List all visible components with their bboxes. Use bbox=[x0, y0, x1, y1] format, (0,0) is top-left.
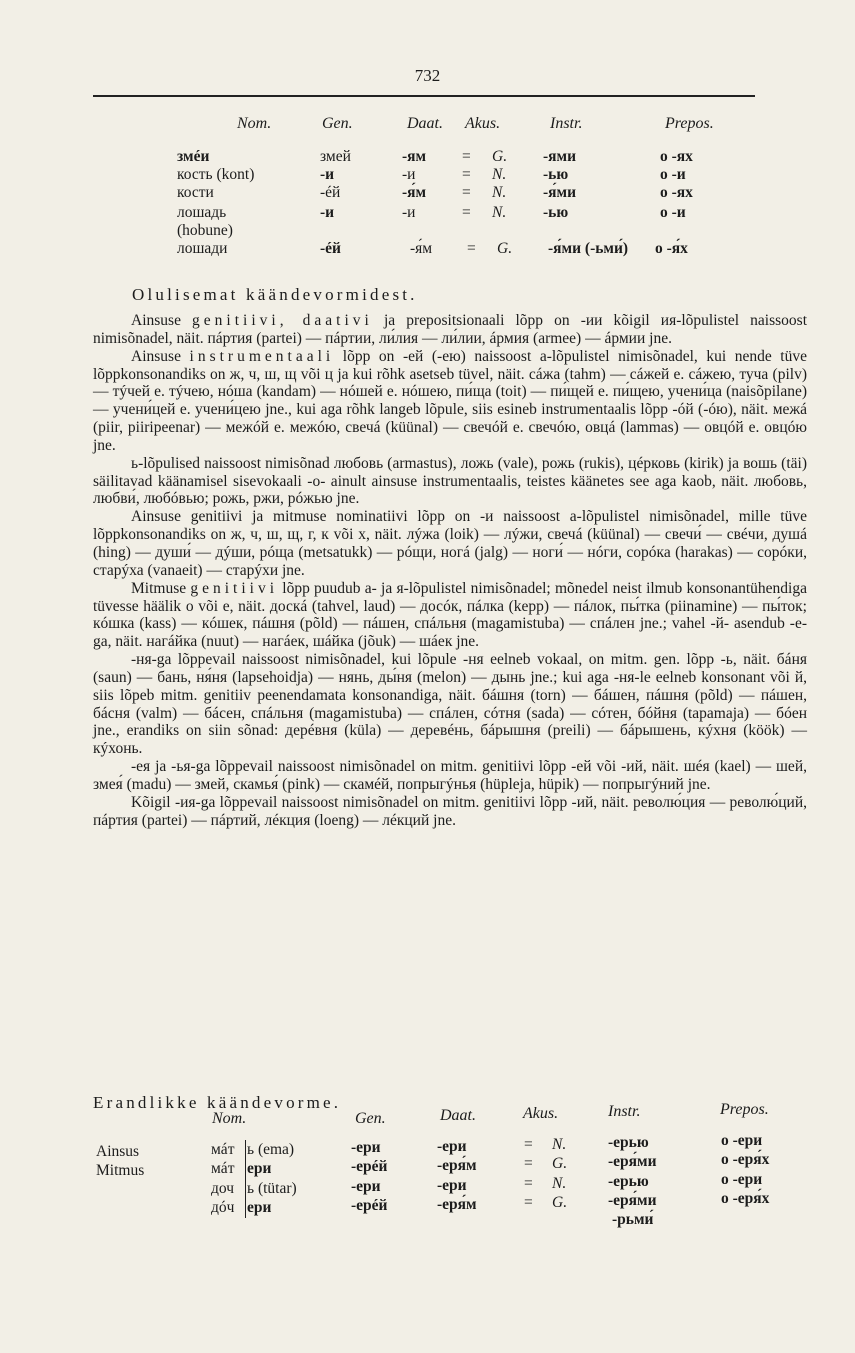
table-cell: N. bbox=[492, 184, 507, 201]
header-daat: Daat. bbox=[407, 115, 443, 132]
table-cell: = bbox=[462, 184, 471, 201]
paragraph: Ainsuse instrumentaali lõpp on -ей (-ею) naissoost a-lõpulistel nimisõnadel, kui nende tüve lõppkonsonandiks on ж, ч, ш, щ või ц ja kui rõhk asetseb tüvel, näit. сáжа (tahm) — сáжей e. сáжею, туча (pilv) — тýчей e. тýчею, нóша (kandam) — нóшей e. нóшею, пи́ща (toit) — пи́щей e. пи́щею, учени́ца (naisõpilane) — учени́цей e. учени́цею jne., kui aga rõhk langeb lõpule, siis esineb instrumentaalis lõpp -óй (-óю), näit. межá (piir, piiripeenar) — межóй e. межóю, свечá (küünal) — свечóй e. свечóю, овцá (lammas) — овцóй e. овцóю jne. bbox=[93, 347, 807, 454]
header-akus: Akus. bbox=[523, 1105, 559, 1122]
table-cell: ери bbox=[247, 1160, 272, 1177]
row-label-mitmus: Mitmus bbox=[96, 1162, 145, 1179]
table-cell: -ери bbox=[351, 1178, 381, 1195]
table-cell: ери bbox=[247, 1199, 272, 1216]
table-cell: -я́ми bbox=[543, 184, 577, 201]
table-cell: -ери bbox=[351, 1139, 381, 1156]
table-cell: -éй bbox=[320, 240, 341, 257]
table-cell: -еря́м bbox=[437, 1196, 477, 1213]
table-cell: -ерéй bbox=[351, 1197, 388, 1214]
table-cell: = bbox=[524, 1136, 533, 1153]
exceptions-heading: Erandlikke käändevorme. bbox=[93, 1093, 342, 1112]
term: genitiivi, daativi bbox=[192, 312, 373, 329]
section-heading: Olulisemat käändevormidest. bbox=[132, 285, 418, 304]
table-cell: доч bbox=[211, 1180, 235, 1197]
table-cell: -ям bbox=[402, 148, 427, 165]
table-cell: -éй bbox=[320, 184, 341, 201]
paragraph: -ня-ga lõppevail naissoost nimisõnadel, kui lõpule -ня eelneb vokaal, on mitm. gen. lõpp -ь, näit. бáня (saun) — бань, ня́ня (lapsehoidja) — нянь, ды́ня (melon) — дынь jne.; kui aga -ня-le eelneb konsonant või й, siis lõpeb mitm. genitiiv peenendamata konsonandiga, näit. бáшня (torn) — бáшен, пáшня (põld) — пáшен, бáсня (valm) — бáсен, спáльня (magamistuba) — спáлен, сóтня (sada) — сóтен, бóйня (tapamaja) — бóен jne., erandiks on siin sõnad: дерéвня (küla) — деревéнь, бáрышня (preili) — бáрышень, кýхня (köök) — кýхонь. bbox=[93, 651, 807, 758]
stem-divider bbox=[245, 1140, 246, 1218]
paragraph: Kõigil -ия-ga lõppevail naissoost nimisõnadel on mitm. genitiivi lõpp -ий, näit. револю́ция — револю́ций, пáртия (partei) — пáртий, лéкция (loeng) — лéкций jne. bbox=[93, 793, 807, 829]
table-cell: -еря́ми bbox=[608, 1192, 657, 1209]
page-number: 732 bbox=[414, 66, 441, 85]
table-cell: -ерью bbox=[608, 1134, 649, 1151]
table-cell: -ерью bbox=[608, 1173, 649, 1190]
table-cell: -я́м bbox=[410, 240, 433, 257]
table-cell: о -ях bbox=[660, 148, 693, 165]
table-cell: G. bbox=[552, 1155, 568, 1172]
table-cell: = bbox=[524, 1155, 533, 1172]
table-cell: ь (tütar) bbox=[247, 1180, 297, 1197]
table-cell: = bbox=[462, 166, 471, 183]
paragraph: Mitmuse genitiivi lõpp puudub a- ja я-lõpulistel nimisõnadel; mõnedel neist ilmub konsonantühendiga tüvesse häälik o või e, näit. доскá (tahvel, laud) — досóк, пáлка (kepp) — пáлок, пы́тка (piinamine) — пы́ток; кóшка (kass) — кóшек, пáшня (põld) — пáшен, спáльня (magamistuba) — спáлен jne.; vahel -й- asendub -e-ga, näit. нагáйка (nuut) — нагáек, шáйка (jõuk) — шáек jne. bbox=[93, 579, 807, 651]
header-gen: Gen. bbox=[355, 1110, 386, 1127]
table-cell: -и bbox=[402, 204, 416, 221]
term: genitiivi bbox=[190, 579, 279, 597]
paragraph: -ея ja -ья-ga lõppevail naissoost nimisõnadel on mitm. genitiivi lõpp -ей või -ий, näit. шéя (kael) — шей, змея́ (madu) — змей, скамья́ (pink) — скамéй, попрыгýнья (hüpleja, hüpik) — попрыгýний jne. bbox=[93, 758, 807, 793]
header-prepos: Prepos. bbox=[720, 1101, 769, 1118]
table-cell: -и bbox=[320, 204, 335, 221]
table-cell: = bbox=[524, 1175, 533, 1192]
table-cell: = bbox=[524, 1194, 533, 1211]
header-daat: Daat. bbox=[440, 1107, 476, 1124]
table-cell: -ери bbox=[437, 1138, 467, 1155]
table-cell: -ери bbox=[437, 1177, 467, 1194]
header-instr: Instr. bbox=[608, 1103, 641, 1120]
table-cell: G. bbox=[492, 148, 508, 165]
header-prepos: Prepos. bbox=[665, 115, 714, 132]
paragraph: ь-lõpulised naissoost nimisõnad любовь (armastus), ложь (vale), рожь (rukis), цéрковь (kirik) ja вошь (täi) säilitavad käänamisel sisevokaali -o- ainult ainsuse instrumentaalis, teistes käänetes see aga kaob, näit. любовь, любви́, любóвью; рожь, ржи, рóжью jne. bbox=[93, 454, 807, 508]
table-cell: G. bbox=[497, 240, 513, 257]
table-cell: -рьми́ bbox=[612, 1211, 654, 1228]
table-cell: -еря́м bbox=[437, 1157, 477, 1174]
table-cell: = bbox=[462, 148, 471, 165]
table-cell: -ями bbox=[543, 148, 577, 165]
table-cell: о -ях bbox=[660, 184, 693, 201]
table-cell: о -я́х bbox=[655, 240, 688, 257]
table-cell: кости bbox=[177, 184, 214, 201]
table-cell: о -и bbox=[660, 166, 686, 183]
paragraph: Ainsuse genitiivi, daativi ja prepositsionaali lõpp on -ии kõigil ия-lõpulistel naissoost nimisõnadel, näit. пáртия (partei) — пáртии, ли́лия — ли́лии, áрмия (armee) — áрмии jne. bbox=[93, 312, 807, 347]
table-cell: о -ери bbox=[721, 1171, 763, 1188]
header-rule bbox=[93, 95, 755, 97]
table-cell: -я́ми (-ьми́) bbox=[548, 240, 629, 257]
table-cell: кость (kont) bbox=[177, 166, 255, 183]
table-cell: лошади bbox=[177, 240, 228, 257]
table-cell: о -и bbox=[660, 204, 686, 221]
table-cell: = bbox=[462, 204, 471, 221]
table-cell: о -еря́х bbox=[721, 1190, 770, 1207]
header-instr: Instr. bbox=[550, 115, 583, 132]
table-cell: дóч bbox=[211, 1199, 235, 1216]
table-cell: N. bbox=[552, 1136, 567, 1153]
table-cell: змéи bbox=[177, 148, 210, 165]
table-cell: лошадь bbox=[177, 204, 227, 221]
header-nom: Nom. bbox=[212, 1110, 247, 1127]
table-cell: (hobune) bbox=[177, 222, 233, 239]
header-gen: Gen. bbox=[322, 115, 353, 132]
table-cell: -ерéй bbox=[351, 1158, 388, 1175]
header-nom: Nom. bbox=[237, 115, 272, 132]
table-cell: -ью bbox=[543, 204, 569, 221]
table-cell: о -еря́х bbox=[721, 1151, 770, 1168]
table-cell: N. bbox=[552, 1175, 567, 1192]
table-cell: ь (ema) bbox=[247, 1141, 295, 1158]
table-cell: N. bbox=[492, 204, 507, 221]
table-cell: = bbox=[467, 240, 476, 257]
body-text bbox=[93, 312, 807, 829]
table-cell: змей bbox=[320, 148, 351, 165]
table-cell: -и bbox=[320, 166, 335, 183]
table-cell: -еря́ми bbox=[608, 1153, 657, 1170]
table-cell: мáт bbox=[211, 1160, 235, 1177]
row-label-ainsus: Ainsus bbox=[96, 1143, 140, 1160]
table-cell: -и bbox=[402, 166, 416, 183]
paragraph: Ainsuse genitiivi ja mitmuse nominatiivi lõpp on -и naissoost a-lõpulistel nimisõnadel, mille tüve lõppkonsonandiks on ж, ч, ш, щ, г, к või х, näit. лýжа (loik) — лýжи, свечá (küünal) — свечи́ — свéчи, душá (hing) — души́ — дýши, рóща (metsatukk) — рóщи, ногá (jalg) — ноги́ — нóги, сорóка (harakas) — сорóки, старýха (vanaeit) — старýхи jne. bbox=[93, 508, 807, 579]
table-cell: -ью bbox=[543, 166, 569, 183]
table-cell: о -ери bbox=[721, 1132, 763, 1149]
table-cell: N. bbox=[492, 166, 507, 183]
header-akus: Akus. bbox=[465, 115, 501, 132]
table-cell: G. bbox=[552, 1194, 568, 1211]
table-cell: мáт bbox=[211, 1141, 235, 1158]
table-cell: -я́м bbox=[402, 184, 427, 201]
term: instrumentaali bbox=[189, 347, 335, 365]
